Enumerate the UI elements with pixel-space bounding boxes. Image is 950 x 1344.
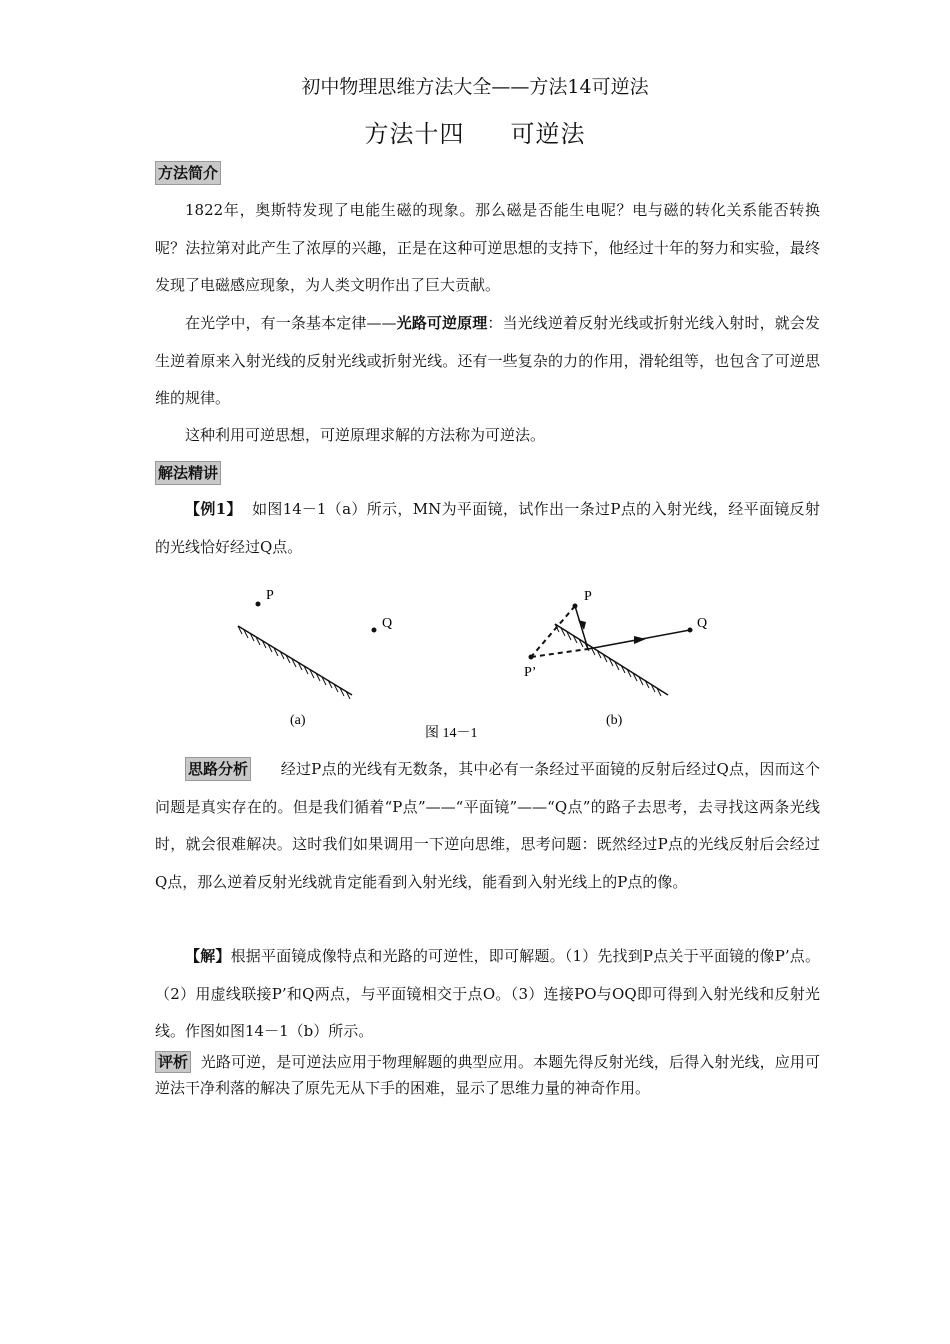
analysis-label: 思路分析 <box>185 757 251 781</box>
example-text: 如图14－1（a）所示，MN为平面镜，试作出一条过P点的入射光线，经平面镜反射的光线恰好经过Q点。 <box>155 500 820 556</box>
reflected-arrow <box>634 636 646 644</box>
analysis-text: 经过P点的光线有无数条，其中必有一条经过平面镜的反射后经过Q点，因而这个问题是真实存在的。但是我们循着“P点”——“平面镜”——“Q点”的路子去思考，去寻找这两条光线时，就会很难解决。这时我们如果调用一下逆向思维，思考问题：既然经过P点的光线反射后会经过Q点，那么逆着反射光线就肯定能看到入射光线，能看到入射光线上的P点的像。 <box>155 760 820 891</box>
label-p-a: P <box>266 588 274 603</box>
solution-paragraph <box>155 938 820 1051</box>
figure-caption: 图 14－1 <box>425 726 478 741</box>
section-solution-heading <box>155 461 221 485</box>
label-q-b: Q <box>697 616 708 631</box>
label-p-b: P <box>584 589 592 604</box>
figure-14-1 <box>200 578 740 748</box>
solution-tag: 【解】 <box>185 947 231 965</box>
intro-paragraph-2 <box>155 305 820 418</box>
example-tag: 【例1】 <box>185 500 242 518</box>
review-text: 光路可逆，是可逆法应用于物理解题的典型应用。本题先得反射光线，后得入射光线，应用可逆法干净利落的解决了原先无从下手的困难，显示了思维力量的神奇作用。 <box>155 1053 820 1097</box>
mirror-a <box>238 626 352 699</box>
point-p-b <box>573 604 578 609</box>
mirror-b <box>555 624 668 696</box>
label-pprime-b: P’ <box>524 665 537 680</box>
review-label: 评析 <box>155 1051 191 1073</box>
intro-p2-rest: ：当光线逆着反射光线或折射光线入射时，就会发生逆着原来入射光线的反射光线或折射光线。还有一些复杂的力的作用，滑轮组等，也包含了可逆思维的规律。 <box>155 314 820 407</box>
document-title: 初中物理思维方法大全——方法14可逆法 <box>301 76 649 98</box>
point-p-a <box>256 602 261 607</box>
figure-a-label: (a) <box>290 713 306 728</box>
principle-term: 光路可逆原理 <box>396 314 488 332</box>
point-pprime-b <box>529 655 534 660</box>
chapter-number: 方法十四 <box>364 120 465 148</box>
point-q-a <box>372 628 377 633</box>
intro-paragraph-1: 1822年，奥斯特发现了电能生磁的现象。那么磁是否能生电呢？电与磁的转化关系能否转换呢？法拉第对此产生了浓厚的兴趣，正是在这种可逆思想的支持下，他经过十年的努力和实验，最终发现了电磁感应现象，为人类文明作出了巨大贡献。 <box>155 201 820 294</box>
section-method-intro-heading <box>155 161 221 185</box>
example-1-paragraph <box>155 491 820 566</box>
chapter-title <box>0 114 950 149</box>
analysis-paragraph <box>155 751 820 901</box>
dashed-line-p-pprime <box>531 606 575 657</box>
review-paragraph <box>155 1049 820 1101</box>
intro-paragraph-3: 这种利用可逆思想，可逆原理求解的方法称为可逆法。 <box>185 426 546 444</box>
point-q-b <box>688 628 693 633</box>
chapter-name: 可逆法 <box>510 120 586 148</box>
section-label: 方法简介 <box>155 161 221 185</box>
intro-p2-lead: 在光学中，有一条基本定律—— <box>185 314 397 332</box>
solution-text: 根据平面镜成像特点和光路的可逆性，即可解题。（1）先找到P点关于平面镜的像P’点。（2）用虚线联接P’和Q两点，与平面镜相交于点O。（3）连接PO与OQ即可得到入射光线和反射光线。作图如图14－1（b）所示。 <box>155 947 820 1040</box>
label-q-a: Q <box>382 616 393 631</box>
dashed-line-pprime-o <box>531 649 588 657</box>
figure-b-label: (b) <box>606 713 623 728</box>
section-label: 解法精讲 <box>155 461 221 485</box>
